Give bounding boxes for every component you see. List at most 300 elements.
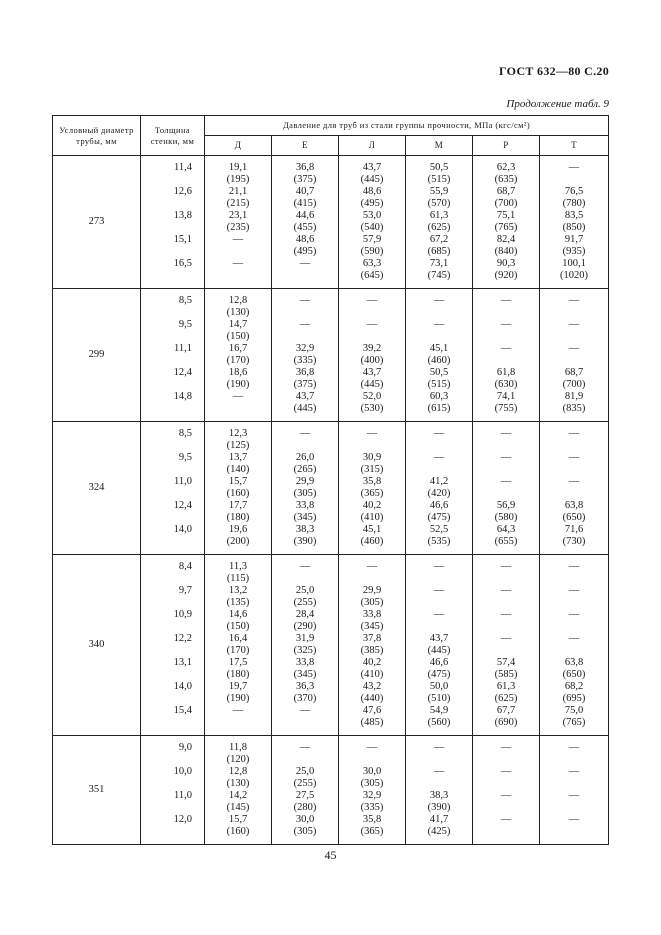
pressure-kgf: (280)	[293, 802, 317, 813]
pressure-mpa: 43,7	[362, 162, 382, 173]
pressure-mpa: —	[433, 452, 445, 463]
table-header	[53, 116, 609, 156]
pressure-kgf: (195)	[226, 174, 250, 185]
pressure-mpa: 46,6	[429, 657, 449, 668]
diameter-cell: 324	[53, 422, 141, 555]
pressure-kgf: (765)	[494, 222, 518, 233]
header-pressure: Давление для труб из стали группы прочности, МПа (кгс/см²)	[205, 116, 609, 136]
pressure-mpa: 33,8	[295, 657, 315, 668]
pressure-mpa: —	[568, 295, 580, 306]
pressure-mpa: —	[299, 705, 311, 716]
pressure-mpa: —	[500, 790, 512, 801]
pressure-cell	[272, 422, 339, 555]
pressure-kgf: (170)	[226, 355, 250, 366]
pressure-mpa: 23,1	[228, 210, 248, 221]
pressure-kgf: (345)	[293, 669, 317, 680]
pressure-kgf: (120)	[226, 754, 250, 765]
pressure-mpa: —	[500, 766, 512, 777]
pressure-kgf: (190)	[226, 693, 250, 704]
pressure-kgf: (390)	[293, 536, 317, 547]
wall-thickness-cell	[141, 422, 205, 555]
pressure-mpa: —	[500, 585, 512, 596]
pressure-cell	[339, 289, 406, 422]
pressure-kgf: (180)	[226, 669, 250, 680]
pressure-mpa: 29,9	[362, 585, 382, 596]
pressure-mpa: —	[568, 343, 580, 354]
wall-thickness-cell	[141, 555, 205, 736]
pressure-mpa: 35,8	[362, 814, 382, 825]
wall-thickness-value: 9,7	[178, 585, 192, 596]
pressure-mpa: 47,6	[362, 705, 382, 716]
page-number: 45	[324, 848, 337, 862]
pressure-mpa: —	[500, 633, 512, 644]
pressure-mpa: 15,7	[228, 814, 248, 825]
pressure-kgf: (375)	[293, 174, 317, 185]
wall-thickness-value: 16,5	[173, 258, 192, 269]
pressure-kgf: (305)	[293, 826, 317, 837]
wall-thickness-value: 11,1	[174, 343, 192, 354]
pressure-mpa: —	[568, 452, 580, 463]
pressure-mpa: 90,3	[496, 258, 516, 269]
wall-thickness-value: 8,5	[178, 428, 192, 439]
pressure-kgf: (265)	[293, 464, 317, 475]
pressure-mpa: 68,7	[496, 186, 516, 197]
pressure-kgf: (420)	[427, 488, 451, 499]
pressure-mpa: —	[232, 391, 244, 402]
pressure-mpa: 62,3	[496, 162, 516, 173]
pressure-mpa: 26,0	[295, 452, 315, 463]
pressure-kgf: (315)	[360, 464, 384, 475]
diameter-group	[53, 555, 609, 736]
pressure-kgf: (635)	[494, 174, 518, 185]
pressure-kgf: (140)	[226, 464, 250, 475]
pressure-mpa: 38,3	[429, 790, 449, 801]
pressure-mpa: 68,2	[564, 681, 584, 692]
pressure-cell	[406, 156, 473, 289]
pressure-mpa: 19,6	[228, 524, 248, 535]
pressure-cell	[473, 736, 540, 845]
pressure-mpa: 19,7	[228, 681, 248, 692]
pressure-kgf: (645)	[360, 270, 384, 281]
pressure-mpa: 57,9	[362, 234, 382, 245]
pressure-mpa: 57,4	[496, 657, 516, 668]
wall-thickness-value: 11,4	[174, 162, 192, 173]
pressure-cell	[406, 289, 473, 422]
pressure-kgf: (305)	[293, 488, 317, 499]
wall-thickness-cell	[141, 156, 205, 289]
pressure-mpa: 55,9	[429, 186, 449, 197]
pressure-kgf: (700)	[562, 379, 586, 390]
pressure-mpa: 43,7	[362, 367, 382, 378]
pressure-mpa: —	[500, 742, 512, 753]
pressure-mpa: 17,5	[228, 657, 248, 668]
wall-thickness-value: 8,4	[178, 561, 192, 572]
pressure-kgf: (540)	[360, 222, 384, 233]
diameter-cell: 340	[53, 555, 141, 736]
pressure-mpa: 41,2	[429, 476, 449, 487]
pressure-mpa: 14,2	[228, 790, 248, 801]
pressure-kgf: (920)	[494, 270, 518, 281]
pressure-kgf: (365)	[360, 826, 384, 837]
diameter-cell: 299	[53, 289, 141, 422]
pressure-mpa: 43,7	[429, 633, 449, 644]
pressure-kgf: (345)	[293, 512, 317, 523]
pressure-mpa: 39,2	[362, 343, 382, 354]
pressure-kgf: (370)	[293, 693, 317, 704]
pressure-mpa: —	[366, 319, 378, 330]
pressure-kgf: (130)	[226, 307, 250, 318]
pressure-mpa: 32,9	[295, 343, 315, 354]
pressure-kgf: (1020)	[560, 270, 589, 281]
pressure-cell	[339, 422, 406, 555]
wall-thickness-value: 8,5	[178, 295, 192, 306]
wall-thickness-value: 11,0	[174, 790, 192, 801]
pressure-kgf: (755)	[494, 403, 518, 414]
pressure-mpa: —	[568, 766, 580, 777]
pressure-cell	[406, 422, 473, 555]
pressure-cell	[205, 289, 272, 422]
pressure-mpa: 64,3	[496, 524, 516, 535]
pressure-kgf: (700)	[494, 198, 518, 209]
pressure-mpa: 36,8	[295, 162, 315, 173]
pressure-kgf: (425)	[427, 826, 451, 837]
header-grade-0: Д	[205, 136, 272, 156]
wall-thickness-value: 15,1	[173, 234, 192, 245]
pressure-kgf: (850)	[562, 222, 586, 233]
pressure-mpa: 52,5	[429, 524, 449, 535]
pressure-mpa: 83,5	[564, 210, 584, 221]
pressure-kgf: (375)	[293, 379, 317, 390]
pressure-kgf: (590)	[360, 246, 384, 257]
pressure-kgf: (365)	[360, 488, 384, 499]
pressure-kgf: (625)	[427, 222, 451, 233]
pressure-cell	[540, 555, 609, 736]
pressure-kgf: (580)	[494, 512, 518, 523]
pressure-mpa: 13,7	[228, 452, 248, 463]
pressure-cell	[205, 422, 272, 555]
pressure-kgf: (495)	[293, 246, 317, 257]
table-row	[53, 555, 609, 736]
pressure-kgf: (415)	[293, 198, 317, 209]
pressure-kgf: (150)	[226, 331, 250, 342]
pressure-mpa: 54,9	[429, 705, 449, 716]
diameter-group	[53, 156, 609, 289]
pressure-mpa: —	[568, 162, 580, 173]
pressure-kgf: (130)	[226, 778, 250, 789]
pressure-kgf: (400)	[360, 355, 384, 366]
pressure-kgf: (410)	[360, 669, 384, 680]
pressure-cell	[205, 156, 272, 289]
pressure-mpa: —	[500, 814, 512, 825]
pressure-kgf: (170)	[226, 645, 250, 656]
pressure-kgf: (510)	[427, 693, 451, 704]
wall-thickness-value: 11,0	[174, 476, 192, 487]
pressure-mpa: —	[568, 814, 580, 825]
pressure-kgf: (765)	[562, 717, 586, 728]
wall-thickness-value: 12,4	[173, 500, 192, 511]
pressure-kgf: (325)	[293, 645, 317, 656]
pressure-mpa: —	[568, 790, 580, 801]
pressure-kgf: (630)	[494, 379, 518, 390]
pressure-mpa: —	[433, 319, 445, 330]
header-grade-2: Л	[339, 136, 406, 156]
pressure-mpa: 32,9	[362, 790, 382, 801]
pressure-mpa: —	[299, 428, 311, 439]
pressure-mpa: 40,2	[362, 657, 382, 668]
pressure-kgf: (335)	[360, 802, 384, 813]
pressure-mpa: 45,1	[362, 524, 382, 535]
pressure-kgf: (445)	[360, 379, 384, 390]
pressure-kgf: (150)	[226, 621, 250, 632]
pressure-mpa: 81,9	[564, 391, 584, 402]
pressure-mpa: 43,7	[295, 391, 315, 402]
diameter-group	[53, 289, 609, 422]
pressure-kgf: (495)	[360, 198, 384, 209]
pressure-kgf: (650)	[562, 512, 586, 523]
standard-designation: ГОСТ 632—80 С.20	[499, 64, 609, 78]
pressure-mpa: —	[299, 295, 311, 306]
pressure-mpa: 71,6	[564, 524, 584, 535]
pressure-kgf: (180)	[226, 512, 250, 523]
pressure-mpa: —	[299, 319, 311, 330]
pressure-cell	[272, 289, 339, 422]
pressure-mpa: —	[433, 742, 445, 753]
pressure-kgf: (625)	[494, 693, 518, 704]
pressure-mpa: 91,7	[564, 234, 584, 245]
pressure-mpa: 40,2	[362, 500, 382, 511]
pressure-mpa: 63,8	[564, 500, 584, 511]
pressure-mpa: 61,8	[496, 367, 516, 378]
pressure-cell	[540, 289, 609, 422]
pressure-mpa: 44,6	[295, 210, 315, 221]
pressure-mpa: —	[299, 258, 311, 269]
pressure-kgf: (335)	[293, 355, 317, 366]
pressure-kgf: (305)	[360, 778, 384, 789]
pressure-mpa: 75,0	[564, 705, 584, 716]
pressure-mpa: 31,9	[295, 633, 315, 644]
pressure-kgf: (745)	[427, 270, 451, 281]
pressure-mpa: 30,0	[362, 766, 382, 777]
table-row	[53, 736, 609, 845]
pressure-kgf: (935)	[562, 246, 586, 257]
pressure-mpa: —	[500, 319, 512, 330]
pressure-cell	[272, 736, 339, 845]
wall-thickness-value: 15,4	[173, 705, 192, 716]
pressure-mpa: 11,3	[229, 561, 247, 572]
pressure-mpa: 16,4	[228, 633, 248, 644]
diameter-cell: 351	[53, 736, 141, 845]
pressure-mpa: —	[568, 561, 580, 572]
pressure-cell	[473, 422, 540, 555]
pressure-mpa: —	[366, 561, 378, 572]
pressure-mpa: 67,7	[496, 705, 516, 716]
pressure-kgf: (695)	[562, 693, 586, 704]
pressure-mpa: 17,7	[228, 500, 248, 511]
pressure-mpa: —	[500, 295, 512, 306]
pressure-mpa: —	[568, 428, 580, 439]
pressure-table	[52, 115, 609, 845]
pressure-kgf: (125)	[226, 440, 250, 451]
pressure-kgf: (455)	[293, 222, 317, 233]
pressure-kgf: (515)	[427, 379, 451, 390]
pressure-kgf: (255)	[293, 778, 317, 789]
pressure-mpa: 19,1	[228, 162, 248, 173]
wall-thickness-value: 12,0	[173, 814, 192, 825]
wall-thickness-value: 14,0	[173, 524, 192, 535]
pressure-mpa: —	[568, 742, 580, 753]
pressure-mpa: —	[433, 609, 445, 620]
table-continuation-label: Продолжение табл. 9	[506, 98, 609, 110]
pressure-kgf: (475)	[427, 512, 451, 523]
pressure-mpa: —	[500, 561, 512, 572]
pressure-mpa: 52,0	[362, 391, 382, 402]
pressure-kgf: (200)	[226, 536, 250, 547]
pressure-kgf: (190)	[226, 379, 250, 390]
pressure-cell	[540, 422, 609, 555]
pressure-mpa: —	[500, 428, 512, 439]
pressure-mpa: —	[568, 319, 580, 330]
pressure-kgf: (255)	[293, 597, 317, 608]
pressure-mpa: 25,0	[295, 766, 315, 777]
pressure-mpa: 27,5	[295, 790, 315, 801]
pressure-cell	[205, 555, 272, 736]
pressure-cell	[272, 156, 339, 289]
pressure-mpa: 30,9	[362, 452, 382, 463]
pressure-mpa: —	[568, 585, 580, 596]
pressure-kgf: (445)	[427, 645, 451, 656]
wall-thickness-value: 12,4	[173, 367, 192, 378]
pressure-mpa: 53,0	[362, 210, 382, 221]
pressure-mpa: 45,1	[429, 343, 449, 354]
diameter-group	[53, 422, 609, 555]
pressure-mpa: 16,7	[228, 343, 248, 354]
pressure-kgf: (690)	[494, 717, 518, 728]
pressure-mpa: 50,5	[429, 367, 449, 378]
pressure-mpa: 68,7	[564, 367, 584, 378]
pressure-mpa: 43,2	[362, 681, 382, 692]
pressure-mpa: 30,0	[295, 814, 315, 825]
diameter-group	[53, 736, 609, 845]
pressure-kgf: (570)	[427, 198, 451, 209]
pressure-mpa: —	[299, 742, 311, 753]
pressure-mpa: —	[366, 428, 378, 439]
pressure-kgf: (730)	[562, 536, 586, 547]
pressure-mpa: 48,6	[362, 186, 382, 197]
pressure-mpa: 14,6	[228, 609, 248, 620]
wall-thickness-value: 10,0	[173, 766, 192, 777]
pressure-mpa: —	[568, 476, 580, 487]
pressure-mpa: 25,0	[295, 585, 315, 596]
pressure-mpa: 67,2	[429, 234, 449, 245]
pressure-mpa: —	[433, 561, 445, 572]
pressure-mpa: 36,3	[295, 681, 315, 692]
pressure-mpa: —	[433, 428, 445, 439]
pressure-cell	[339, 555, 406, 736]
pressure-mpa: 12,8	[228, 295, 248, 306]
pressure-kgf: (475)	[427, 669, 451, 680]
pressure-mpa: 15,7	[228, 476, 248, 487]
pressure-mpa: 40,7	[295, 186, 315, 197]
pressure-mpa: 41,7	[429, 814, 449, 825]
diameter-cell: 273	[53, 156, 141, 289]
pressure-mpa: —	[433, 585, 445, 596]
pressure-kgf: (650)	[562, 669, 586, 680]
pressure-cell	[339, 736, 406, 845]
pressure-kgf: (160)	[226, 826, 250, 837]
wall-thickness-value: 14,0	[173, 681, 192, 692]
pressure-mpa: 82,4	[496, 234, 516, 245]
pressure-kgf: (780)	[562, 198, 586, 209]
pressure-mpa: 73,1	[429, 258, 449, 269]
header-diameter: Условный диаметр трубы, мм	[53, 116, 141, 156]
pressure-cell	[205, 736, 272, 845]
pressure-mpa: 74,1	[496, 391, 516, 402]
pressure-kgf: (585)	[494, 669, 518, 680]
pressure-kgf: (115)	[226, 573, 250, 584]
pressure-mpa: 50,5	[429, 162, 449, 173]
wall-thickness-value: 9,5	[178, 319, 192, 330]
pressure-cell	[473, 156, 540, 289]
pressure-mpa: —	[500, 609, 512, 620]
pressure-kgf: (305)	[360, 597, 384, 608]
wall-thickness-value: 9,0	[178, 742, 192, 753]
wall-thickness-value: 13,8	[173, 210, 192, 221]
pressure-mpa: 12,8	[228, 766, 248, 777]
pressure-mpa: —	[500, 476, 512, 487]
pressure-mpa: 12,3	[228, 428, 248, 439]
pressure-mpa: —	[568, 609, 580, 620]
pressure-mpa: 61,3	[429, 210, 449, 221]
pressure-cell	[473, 555, 540, 736]
wall-thickness-value: 9,5	[178, 452, 192, 463]
wall-thickness-value: 13,1	[173, 657, 192, 668]
pressure-kgf: (460)	[360, 536, 384, 547]
pressure-mpa: 29,9	[295, 476, 315, 487]
table-row	[53, 156, 609, 289]
pressure-kgf: (390)	[427, 802, 451, 813]
pressure-mpa: 37,8	[362, 633, 382, 644]
table-row	[53, 289, 609, 422]
pressure-mpa: —	[232, 258, 244, 269]
pressure-kgf: (445)	[293, 403, 317, 414]
pressure-kgf: (560)	[427, 717, 451, 728]
pressure-kgf: (460)	[427, 355, 451, 366]
wall-thickness-cell	[141, 736, 205, 845]
pressure-cell	[540, 736, 609, 845]
pressure-cell	[339, 156, 406, 289]
header-grade-3: М	[406, 136, 473, 156]
wall-thickness-value: 14,8	[173, 391, 192, 402]
pressure-kgf: (440)	[360, 693, 384, 704]
pressure-mpa: —	[568, 633, 580, 644]
pressure-cell	[272, 555, 339, 736]
pressure-mpa: 28,4	[295, 609, 315, 620]
table-row	[53, 422, 609, 555]
header-grade-4: Р	[473, 136, 540, 156]
pressure-mpa: —	[366, 742, 378, 753]
pressure-mpa: 56,9	[496, 500, 516, 511]
pressure-mpa: —	[500, 343, 512, 354]
pressure-mpa: —	[366, 295, 378, 306]
wall-thickness-value: 10,9	[173, 609, 192, 620]
pressure-kgf: (160)	[226, 488, 250, 499]
pressure-mpa: —	[232, 705, 244, 716]
pressure-cell	[406, 555, 473, 736]
pressure-mpa: 21,1	[228, 186, 248, 197]
pressure-mpa: —	[232, 234, 244, 245]
pressure-mpa: 36,8	[295, 367, 315, 378]
pressure-mpa: 14,7	[228, 319, 248, 330]
